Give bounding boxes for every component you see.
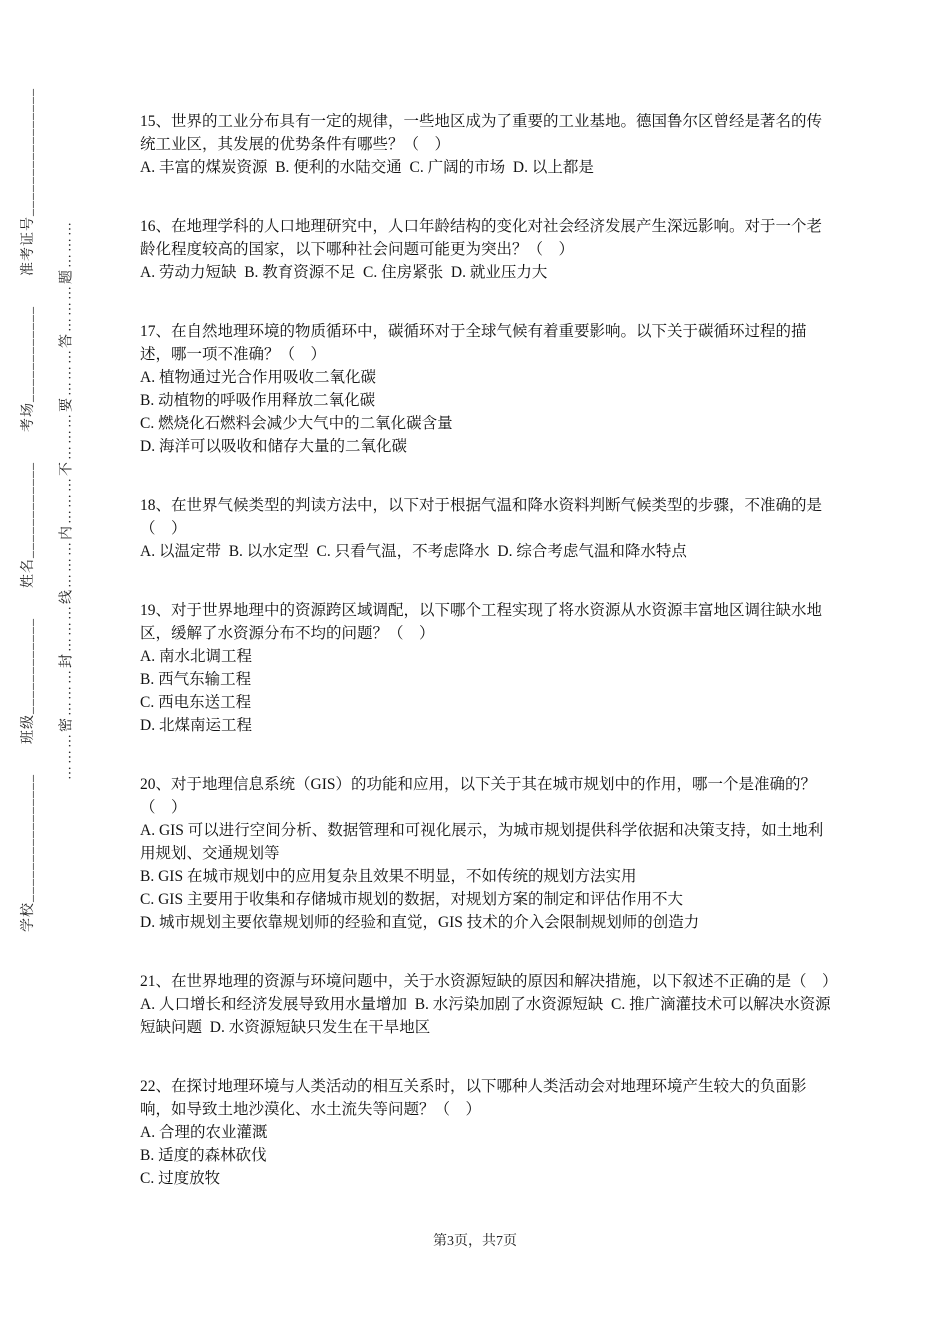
option-line: B. 西气东输工程 [140,671,252,688]
question-stem: 22、在探讨地理环境与人类活动的相互关系时，以下哪种人类活动会对地理环境产生较大的负面影响，如导致土地沙漠化、水土流失等问题？（ ） [140,1078,807,1118]
question-stem: 21、在世界地理的资源与环境问题中，关于水资源短缺的原因和解决措施，以下叙述不正确的是（ ） [140,973,838,990]
question-22 [140,1075,832,1190]
option-line: C. 西电东送工程 [140,694,252,711]
option-line: A. 丰富的煤炭资源 B. 便利的水陆交通 C. 广阔的市场 D. 以上都是 [140,159,594,176]
question-area [140,110,838,1226]
question-18 [140,494,832,563]
option-line: A. 劳动力短缺 B. 教育资源不足 C. 住房紧张 D. 就业压力大 [140,264,548,281]
question-20 [140,773,832,934]
page-footer: 第3页，共7页 [433,1234,517,1249]
option-line: A. 以温定带 B. 以水定型 C. 只看气温，不考虑降水 D. 综合考虑气温和降水特点 [140,543,687,560]
seal-line: ………密………封………线………内………不………要………答………题……… [59,220,75,780]
question-15 [140,110,832,179]
option-line: A. 合理的农业灌溉 [140,1124,268,1141]
question-stem: 20、对于地理信息系统（GIS）的功能和应用，以下关于其在城市规划中的作用，哪一个是准确的？（ ） [140,776,816,816]
option-line: D. 北煤南运工程 [140,717,252,734]
student-info-fields: 学校________________ 班级____________ 姓名____________ 考场____________ 准考证号________________ [21,88,36,932]
option-line: A. GIS 可以进行空间分析、数据管理和可视化展示，为城市规划提供科学依据和决策支持，如土地利用规划、交通规划等 [140,822,824,862]
option-line: C. GIS 主要用于收集和存储城市规划的数据，对规划方案的制定和评估作用不大 [140,891,683,908]
option-line: A. 南水北调工程 [140,648,252,665]
question-stem: 17、在自然地理环境的物质循环中，碳循环对于全球气候有着重要影响。以下关于碳循环过程的描述，哪一项不准确？（ ） [140,323,807,363]
question-19 [140,599,832,737]
option-line: A. 植物通过光合作用吸收二氧化碳 [140,369,376,386]
question-stem: 15、世界的工业分布具有一定的规律，一些地区成为了重要的工业基地。德国鲁尔区曾经是著名的传统工业区，其发展的优势条件有哪些？（ ） [140,113,823,153]
question-16 [140,215,832,284]
question-stem: 16、在地理学科的人口地理研究中，人口年龄结构的变化对社会经济发展产生深远影响。对于一个老龄化程度较高的国家，以下哪种社会问题可能更为突出？（ ） [140,218,823,258]
option-line: B. GIS 在城市规划中的应用复杂且效果不明显，不如传统的规划方法实用 [140,868,637,885]
option-line: D. 海洋可以吸收和储存大量的二氧化碳 [140,438,407,455]
question-17 [140,320,832,458]
question-21 [140,970,838,1039]
option-line: B. 适度的森林砍伐 [140,1147,267,1164]
question-stem: 18、在世界气候类型的判读方法中，以下对于根据气温和降水资料判断气候类型的步骤，不准确的是（ ） [140,497,823,537]
question-stem: 19、对于世界地理中的资源跨区域调配，以下哪个工程实现了将水资源从水资源丰富地区调往缺水地区，缓解了水资源分布不均的问题？（ ） [140,602,823,642]
option-line: D. 城市规划主要依靠规划师的经验和直觉，GIS 技术的介入会限制规划师的创造力 [140,914,700,931]
option-line: B. 动植物的呼吸作用释放二氧化碳 [140,392,376,409]
option-line: C. 燃烧化石燃料会减少大气中的二氧化碳含量 [140,415,453,432]
option-line: C. 过度放牧 [140,1170,221,1187]
option-line: A. 人口增长和经济发展导致用水量增加 B. 水污染加剧了水资源短缺 C. 推广滴灌技术可以解决水资源短缺问题 D. 水资源短缺只发生在干旱地区 [140,996,831,1036]
